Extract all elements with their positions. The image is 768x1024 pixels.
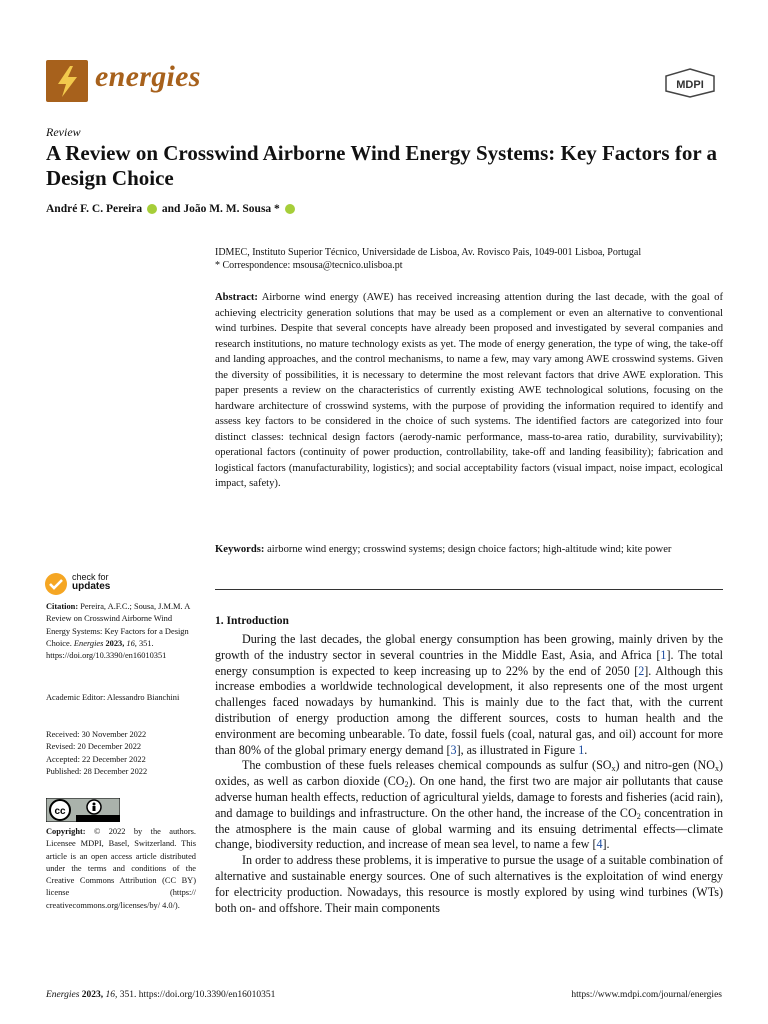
journal-logo: [46, 60, 88, 102]
abstract-label: Abstract:: [215, 292, 258, 303]
author-name: João M. M. Sousa *: [183, 203, 280, 215]
footer-journal-url[interactable]: https://www.mdpi.com/journal/energies: [571, 990, 722, 1000]
paper-title: A Review on Crosswind Airborne Wind Energy Systems: Key Factors for a Design Choice: [46, 141, 718, 190]
accepted-date: Accepted: 22 December 2022: [46, 754, 146, 764]
footer-citation: Energies 2023, 16, 351. https://doi.org/10.3390/en16010351: [46, 990, 276, 1000]
citation-block: [46, 601, 196, 662]
citation-text: Pereira, A.F.C.; Sousa, J.M.M. A Review on Crosswind Airborne Wind Energy Systems: Key Factors for a Design Choice.: [46, 602, 190, 648]
svg-text:cc: cc: [54, 806, 66, 817]
published-date: Published: 28 December 2022: [46, 766, 148, 776]
affiliation: [215, 246, 725, 272]
citation-label: Citation:: [46, 602, 79, 611]
mdpi-logo[interactable]: [664, 68, 716, 98]
keywords-label: Keywords:: [215, 544, 265, 555]
copyright-block: [46, 826, 196, 912]
affiliation-line: IDMEC, Instituto Superior Técnico, Universidade de Lisboa, Av. Rovisco Pais, 1049-001 Lisboa, Portugal: [215, 247, 642, 258]
abstract-text: Airborne wind energy (AWE) has received increasing attention during the last decade, with the goal of achieving electricity generation solutions that may be used as a complement or even an alternative to conventional wind turbines. Despite that several concepts have already been proposed and investigated by several companies and research institutions, no mature technology exists as yet. The mode of energy generation, the type of wing, the take-off and landing approaches, and the control mechanisms, to name a few, may vary among AWE crosswind systems. Given the diversity of possibilities, it is necessary to determine the most relevant factors that drive AWE exploration. This paper presents a review on the characteristics of currently existing AWE technological solutions, focusing on the hardware architecture of crosswind systems, with the purpose of providing the information required to identify and assess key factors to be considered in the choice of such systems. The identified factors are categorized into four distinct classes: technical design factors (aerody-namic performance, mass-to-area ratio, durability, survivability); operational factors (continuity of power production, controllability, take-off and landing feasibility); fabrication and logistical factors (manufacturability, logistics); and social acceptability factors (visual impact, noise impact, ecological impact, safety).: [215, 292, 723, 489]
figure-link[interactable]: 1: [578, 742, 585, 757]
reference-link[interactable]: 4: [596, 837, 603, 852]
section-divider: [215, 589, 723, 590]
check-updates-line1: check for: [72, 572, 109, 582]
paragraph: The combustion of these fuels releases chemical compounds as sulfur $(SO_x)$ and nitro-gen $(NO_x)$ oxides, as well as carbon dioxide $(CO_2)$. On one hand, the first two are major air pollutants that cause adverse human health effects, reduction of agricultural yields, damage to forests and fisheries (acid rain), and damage to buildings and infrastructure. On the other hand, the increase of the $CO_2$ concentration in the atmosphere is the main cause of global warming and its ensuing detrimental effects—climate change, biodiversity reduction, and increase of mean sea level, to name a few [4].: [215, 758, 723, 852]
received-date: Received: 30 November 2022: [46, 730, 147, 739]
cc-by-license-icon[interactable]: [46, 798, 120, 822]
check-updates-icon: [44, 572, 68, 596]
article-type: Review: [46, 125, 81, 139]
journal-name: energies: [95, 60, 201, 93]
intro-body: [215, 632, 723, 916]
abstract: [215, 290, 723, 492]
keywords-text: airborne wind energy; crosswind systems; design choice factors; high-altitude wind; kite power: [267, 544, 672, 555]
footer-doi-link[interactable]: 351. https://doi.org/10.3390/en16010351: [119, 990, 276, 1000]
author-list: [46, 203, 297, 215]
paragraph: During the last decades, the global energy consumption has been growing, mainly driven by the growth of the industry sector in several countries in the Middle East, Asia, and Africa [1]. The total energy consumption is expected to keep increasing up to 22% by the end of 2050 [2]. Although this increase embodies a worldwide technological development, it also represents one of the most urgent challenges faced nowadays by humankind. This is mainly due to the fact that, with the current distribution of energy production among the different sources, costs to human health and the environment are becoming unbearable. To date, fossil fuels (coal, natural gas, and oil) account for more than 80% of the global primary energy demand [3], as illustrated in Figure 1.: [215, 632, 723, 757]
reference-link[interactable]: 1: [660, 647, 667, 662]
svg-text:MDPI: MDPI: [676, 79, 704, 91]
orcid-icon[interactable]: [147, 204, 157, 214]
reference-link[interactable]: 2: [638, 663, 645, 678]
paragraph: In order to address these problems, it is imperative to pursue the usage of a suitable combination of alternative and sustainable energy sources. One of such alternatives is the exploitation of wind energy for electricity production. Nowadays, this resource is mostly explored by using wind turbines (WTs) both on- and offshore. Their main components: [215, 853, 723, 915]
check-updates-line2: updates: [72, 581, 111, 592]
reference-link[interactable]: 3: [450, 742, 457, 757]
lightning-icon: [46, 60, 88, 102]
author-conjunction: and: [161, 203, 181, 215]
copyright-label: Copyright:: [46, 827, 86, 836]
keywords: [215, 542, 723, 558]
author-name: André F. C. Pereira: [46, 203, 143, 215]
academic-editor: Academic Editor: Alessandro Bianchini: [46, 693, 180, 702]
citation-year: 2023,: [105, 638, 125, 648]
revised-date: Revised: 20 December 2022: [46, 742, 142, 752]
section-heading: 1. Introduction: [215, 615, 289, 627]
correspondence-line: * Correspondence: msousa@tecnico.ulisboa.pt: [215, 260, 403, 271]
check-for-updates-badge[interactable]: [44, 571, 184, 597]
citation-volume: 16,: [126, 638, 137, 648]
dates-block: [46, 729, 196, 778]
citation-doi[interactable]: 351. https://doi.org/10.3390/en16010351: [46, 638, 167, 661]
orcid-icon[interactable]: [285, 204, 295, 214]
citation-journal: Energies: [73, 638, 104, 648]
copyright-text: © 2022 by the authors. Licensee MDPI, Basel, Switzerland. This article is an open access article distributed under the terms and conditions of the Creative Commons Attribution (CC BY) license (https:// creativecommons.org/licenses/by/ 4.0/).: [46, 827, 197, 910]
